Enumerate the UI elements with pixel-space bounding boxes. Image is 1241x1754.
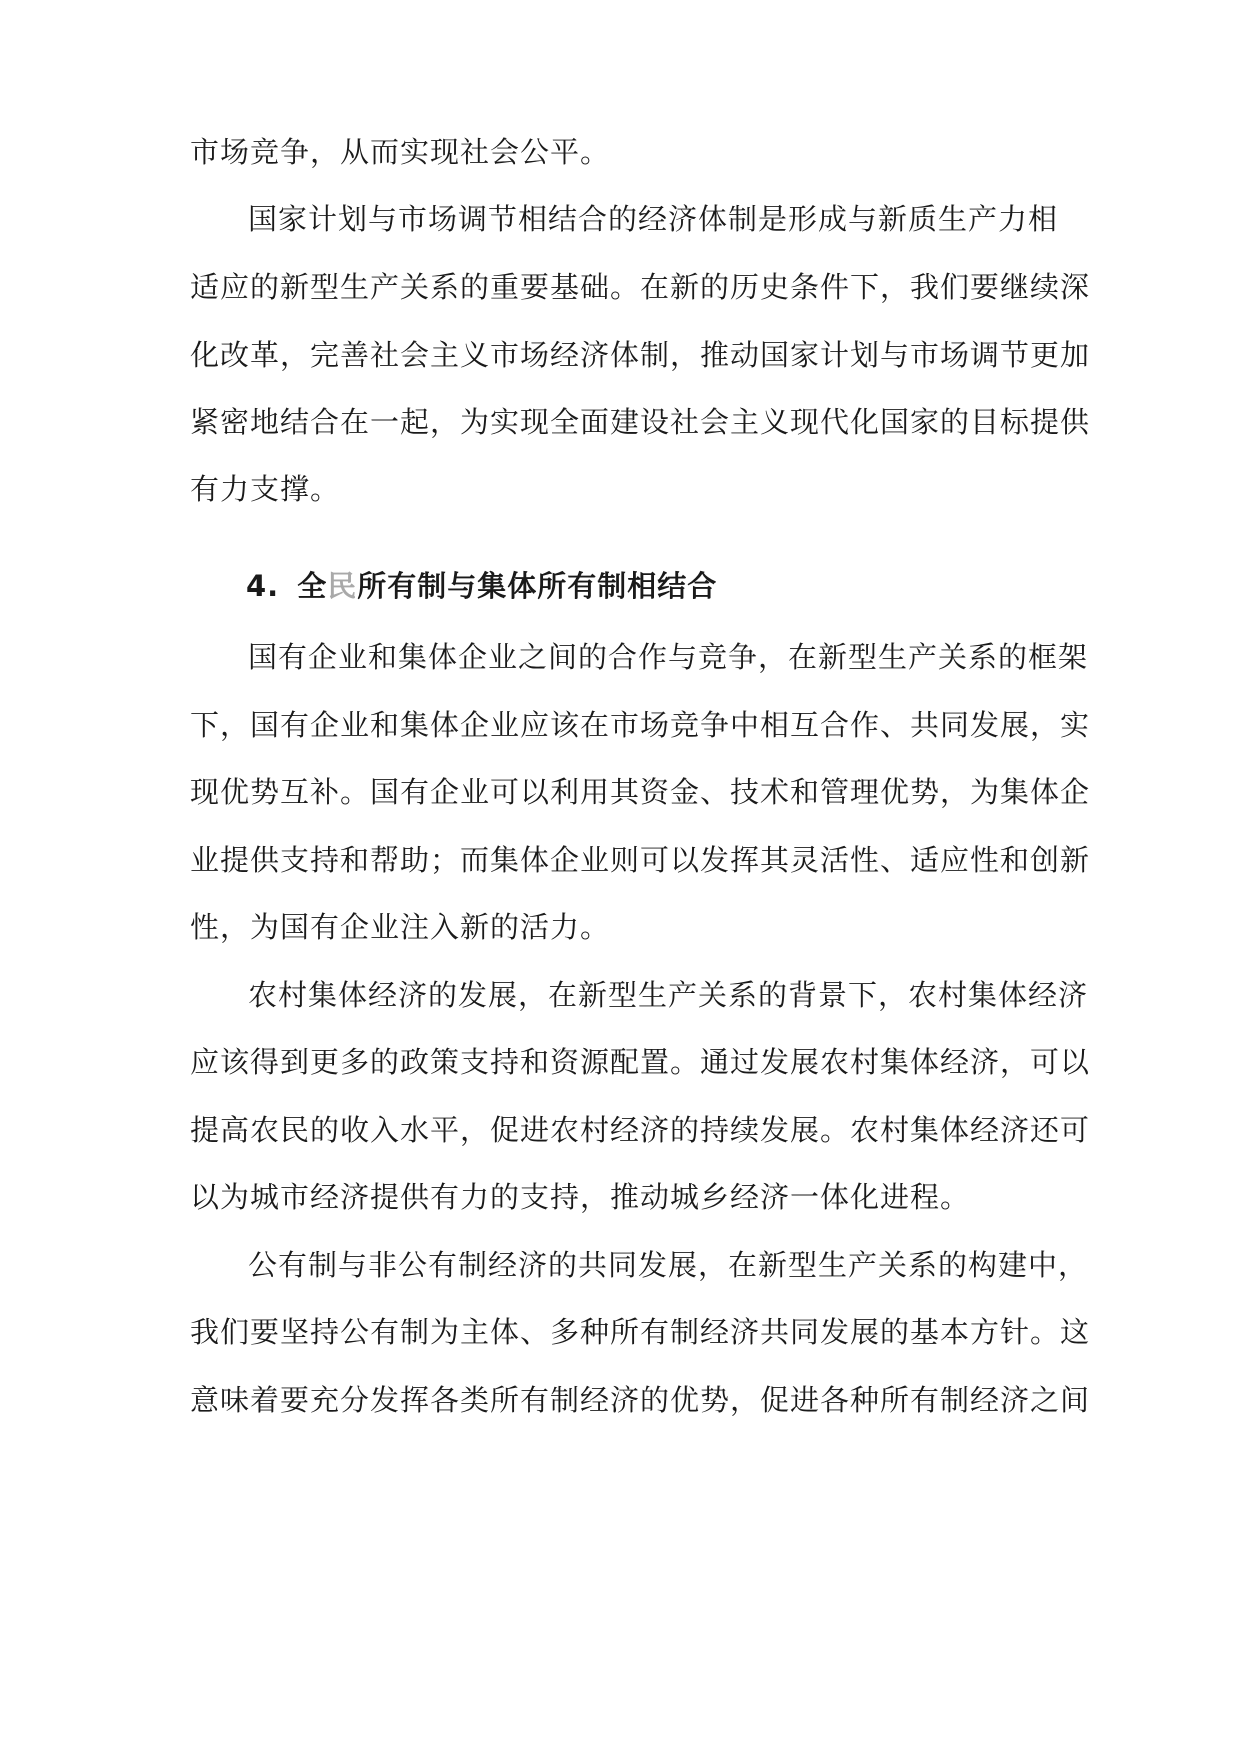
paragraph-line: 适应的新型生产关系的重要基础。在新的历史条件下，我们要继续深 bbox=[190, 270, 1091, 304]
paragraph-line: 性，为国有企业注入新的活力。 bbox=[190, 910, 611, 944]
paragraph-line: 国有企业和集体企业之间的合作与竞争，在新型生产关系的框架 bbox=[248, 640, 1089, 674]
paragraph-line: 现优势互补。国有企业可以利用其资金、技术和管理优势，为集体企 bbox=[190, 775, 1091, 809]
paragraph-line: 国家计划与市场调节相结合的经济体制是形成与新质生产力相 bbox=[248, 202, 1059, 236]
section-heading bbox=[246, 566, 717, 606]
paragraph-line: 公有制与非公有制经济的共同发展，在新型生产关系的构建中， bbox=[248, 1248, 1089, 1282]
section-heading-number: 4. bbox=[246, 569, 280, 603]
section-heading-text: 所有制与集体所有制相结合 bbox=[357, 569, 718, 603]
paragraph-line: 我们要坚持公有制为主体、多种所有制经济共同发展的基本方针。这 bbox=[190, 1315, 1091, 1349]
paragraph-line: 提高农民的收入水平，促进农村经济的持续发展。农村集体经济还可 bbox=[190, 1113, 1091, 1147]
paragraph-line: 市场竞争，从而实现社会公平。 bbox=[190, 135, 611, 169]
paragraph-line: 应该得到更多的政策支持和资源配置。通过发展农村集体经济，可以 bbox=[190, 1045, 1091, 1079]
paragraph-line: 业提供支持和帮助；而集体企业则可以发挥其灵活性、适应性和创新 bbox=[190, 843, 1091, 877]
section-heading-text-faint: 民 bbox=[327, 569, 358, 603]
paragraph-line: 有力支撑。 bbox=[190, 472, 341, 506]
paragraph-line: 意味着要充分发挥各类所有制经济的优势，促进各种所有制经济之间 bbox=[190, 1383, 1091, 1417]
section-heading-text: 全 bbox=[297, 569, 328, 603]
paragraph-line: 下，国有企业和集体企业应该在市场竞争中相互合作、共同发展，实 bbox=[190, 708, 1091, 742]
paragraph-line: 农村集体经济的发展，在新型生产关系的背景下，农村集体经济 bbox=[248, 978, 1089, 1012]
paragraph-line: 紧密地结合在一起，为实现全面建设社会主义现代化国家的目标提供 bbox=[190, 405, 1091, 439]
paragraph-line: 化改革，完善社会主义市场经济体制，推动国家计划与市场调节更加 bbox=[190, 338, 1091, 372]
paragraph-line: 以为城市经济提供有力的支持，推动城乡经济一体化进程。 bbox=[190, 1180, 971, 1214]
